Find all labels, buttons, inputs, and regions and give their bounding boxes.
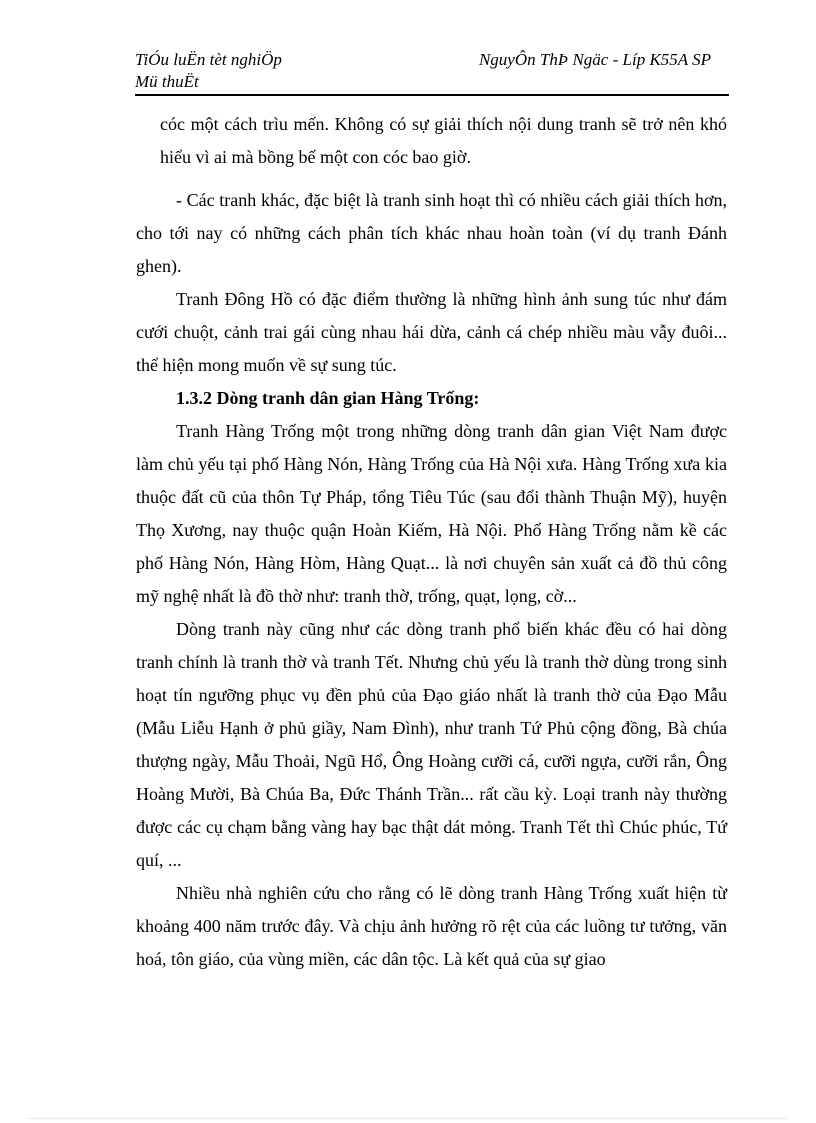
section-heading: 1.3.2 Dòng tranh dân gian Hàng Trống: <box>176 388 480 408</box>
footer-divider <box>28 1118 788 1119</box>
paragraph-hang-trong-origin: Tranh Hàng Trống một trong những dòng tranh dân gian Việt Nam được làm chủ yếu tại phố Hàng Nón, Hàng Trống của Hà Nội xưa. Hàng Trống xưa kia thuộc đất cũ của thôn Tự Pháp, tổng Tiêu Túc (sau đổi thành Thuận Mỹ), huyện Thọ Xương, nay thuộc quận Hoàn Kiếm, Hà Nội. Phố Hàng Trống nằm kề các phố Hàng Nón, Hàng Hòm, Hàng Quạt... là nơi chuyên sản xuất cả đồ thủ công mỹ nghệ nhất là đồ thờ như: tranh thờ, trống, quạt, lọng, cờ... <box>136 421 727 606</box>
paragraph-hang-trong-types: Dòng tranh này cũng như các dòng tranh phổ biến khác đều có hai dòng tranh chính là tranh thờ và tranh Tết. Nhưng chủ yếu là tranh thờ dùng trong sinh hoạt tín ngưỡng phục vụ đền phủ của Đạo giáo nhất là tranh thờ của Đạo Mẫu (Mẫu Liễu Hạnh ở phủ giầy, Nam Đình), như tranh Tứ Phủ cộng đồng, Bà chúa thượng ngày, Mẫu Thoải, Ngũ Hổ, Ông Hoàng cưỡi cá, cưỡi ngựa, cưỡi rắn, Ông Hoàng Mười, Bà Chúa Ba, Đức Thánh Trần... rất cầu kỳ. Loại tranh này thường được các cụ chạm bằng vàng hay bạc thật dát mỏng. Tranh Tết thì Chúc phúc, Tứ quí, ... <box>136 619 727 870</box>
header-author: NguyÔn ThÞ Ngäc - Líp K55A SP <box>478 50 711 69</box>
paragraph-hang-trong-history: Nhiều nhà nghiên cứu cho rằng có lẽ dòng tranh Hàng Trống xuất hiện từ khoảng 400 năm trước đây. Và chịu ảnh hưởng rõ rệt của các luồng tư tưởng, văn hoá, tôn giáo, của vùng miền, các dân tộc. Là kết quả của sự giao <box>136 883 727 969</box>
page-header <box>135 50 729 96</box>
paragraph-continuation: cóc một cách trìu mến. Không có sự giải thích nội dung tranh sẽ trở nên khó hiểu vì ai mà bồng bế một con cóc bao giờ. <box>160 114 727 167</box>
document-body <box>136 108 727 976</box>
header-subtitle: Mü thuËt <box>135 72 199 91</box>
paragraph-dong-ho-features: Tranh Đông Hồ có đặc điểm thường là những hình ảnh sung túc như đám cưới chuột, cảnh trai gái cùng nhau hái dừa, cảnh cá chép nhiều màu vẫy đuôi... thể hiện mong muốn về sự sung túc. <box>136 289 727 375</box>
paragraph-other-paintings: - Các tranh khác, đặc biệt là tranh sinh hoạt thì có nhiều cách giải thích hơn, cho tới nay có những cách phân tích khác nhau hoàn toàn (ví dụ tranh Đánh ghen). <box>136 190 727 276</box>
header-title: TiÓu luËn tèt nghiÖp <box>135 50 282 69</box>
